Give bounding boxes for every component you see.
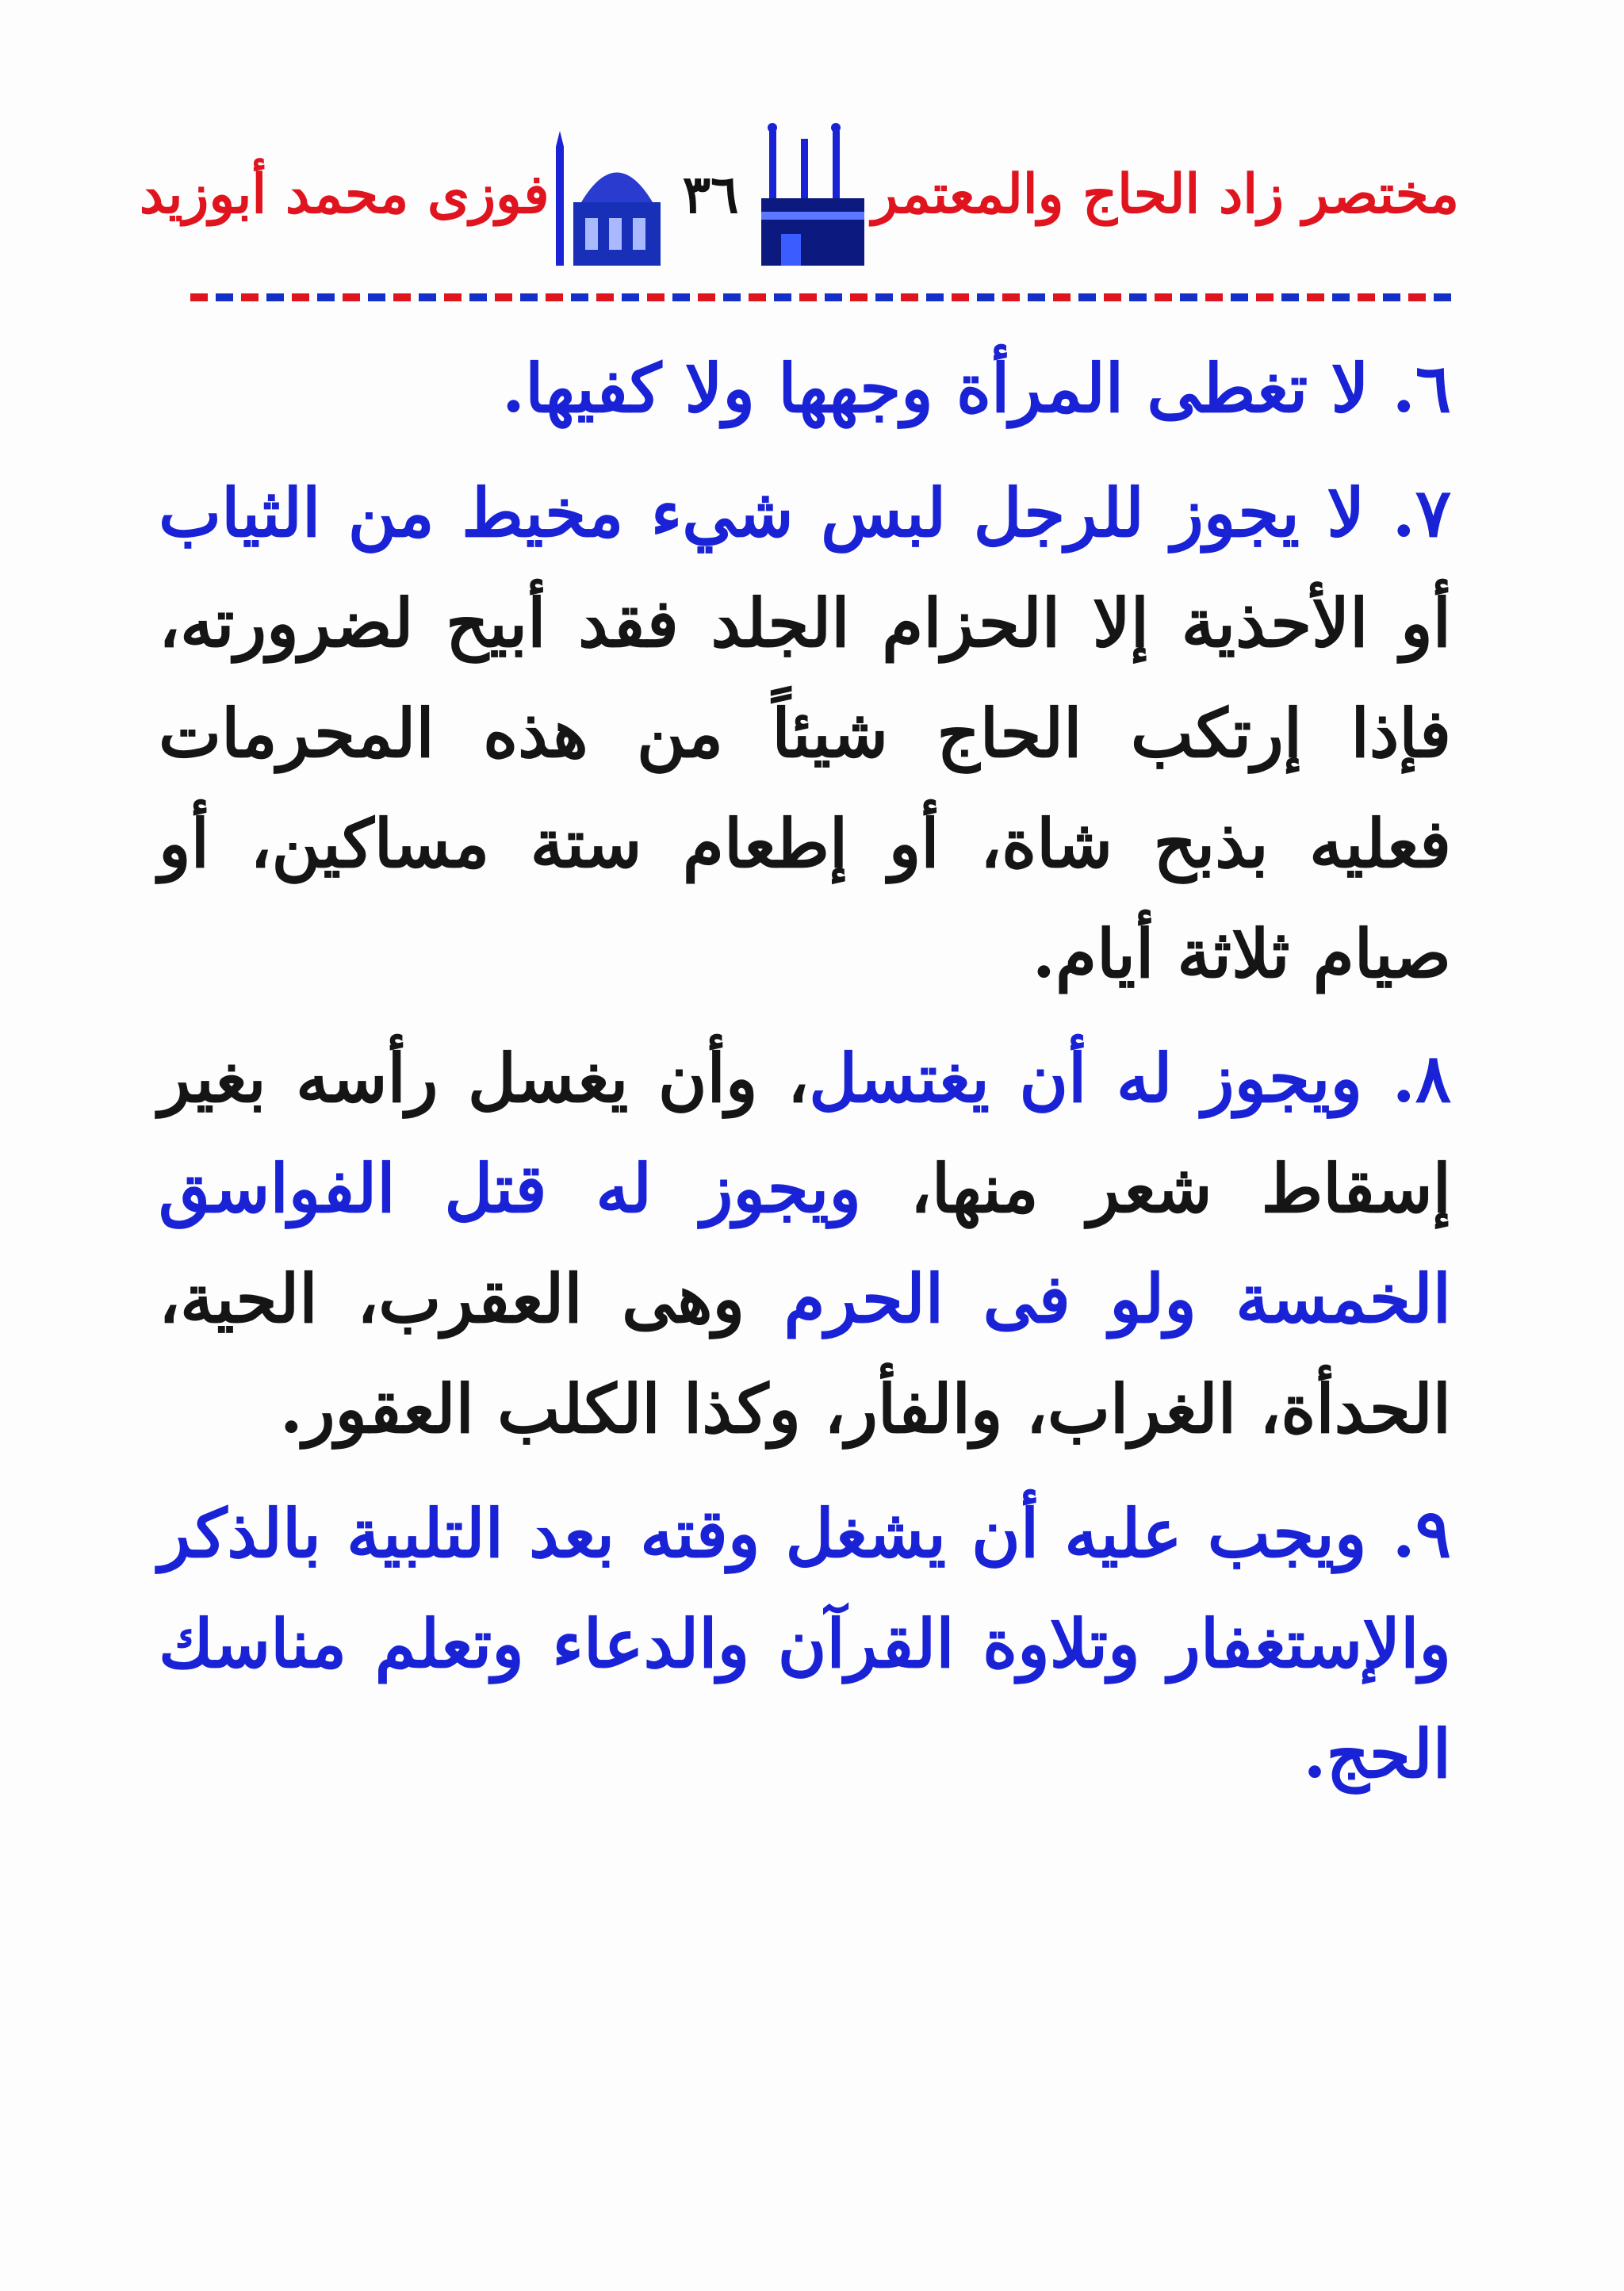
- list-item: [159, 1023, 1451, 1464]
- item-blue-text: لا تغطى المرأة وجهها ولا كفيها.: [501, 349, 1369, 427]
- item-number: ٩.: [1392, 1494, 1452, 1573]
- page-content: [159, 333, 1451, 1823]
- page-header: [139, 95, 1459, 293]
- header-center: [550, 115, 872, 274]
- item-blue-text: ويجب عليه أن يشغل وقته بعد التلبية بالذكر والإستغفار وتلاوة القرآن والدعاء وتعلم مناسك الحج.: [159, 1494, 1451, 1793]
- mosque-icon: [550, 115, 668, 274]
- page-number: ٣٦: [682, 163, 739, 225]
- author-name: فوزى محمد أبوزيد: [139, 163, 550, 226]
- item-number: ٧.: [1392, 473, 1451, 552]
- book-title: مختصر زاد الحاج والمعتمر: [871, 163, 1459, 226]
- item-blue-text: ويجوز له أن يغتسل: [809, 1039, 1363, 1117]
- item-text: ، وأن يغسل رأسه بغير إسقاط شعر منها،: [159, 1039, 1451, 1228]
- item-number: ٦.: [1392, 349, 1451, 427]
- item-text: أو الأحذية إلا الحزام الجلد فقد أبيح لضرورته، فإذا إرتكب الحاج شيئاً من هذه المحرمات فعليه بذبح شاة، أو إطعام ستة مساكين، أو صيام ثلاثة أيام.: [159, 584, 1451, 993]
- kaaba-icon: [753, 115, 872, 274]
- header-divider: [190, 293, 1451, 301]
- item-number: ٨.: [1392, 1039, 1451, 1117]
- list-item: [159, 333, 1451, 443]
- item-text-2: وهى العقرب، الحية، الحدأة، الغراب، والفأر، وكذا الكلب العقور.: [159, 1259, 1451, 1448]
- item-blue-text-2: ويجوز له قتل الفواسق الخمسة ولو فى الحرم: [159, 1149, 1451, 1338]
- list-item: [159, 458, 1451, 1009]
- list-item: [159, 1478, 1451, 1809]
- item-blue-text: لا يجوز للرجل لبس شيء مخيط من الثياب: [159, 473, 1365, 552]
